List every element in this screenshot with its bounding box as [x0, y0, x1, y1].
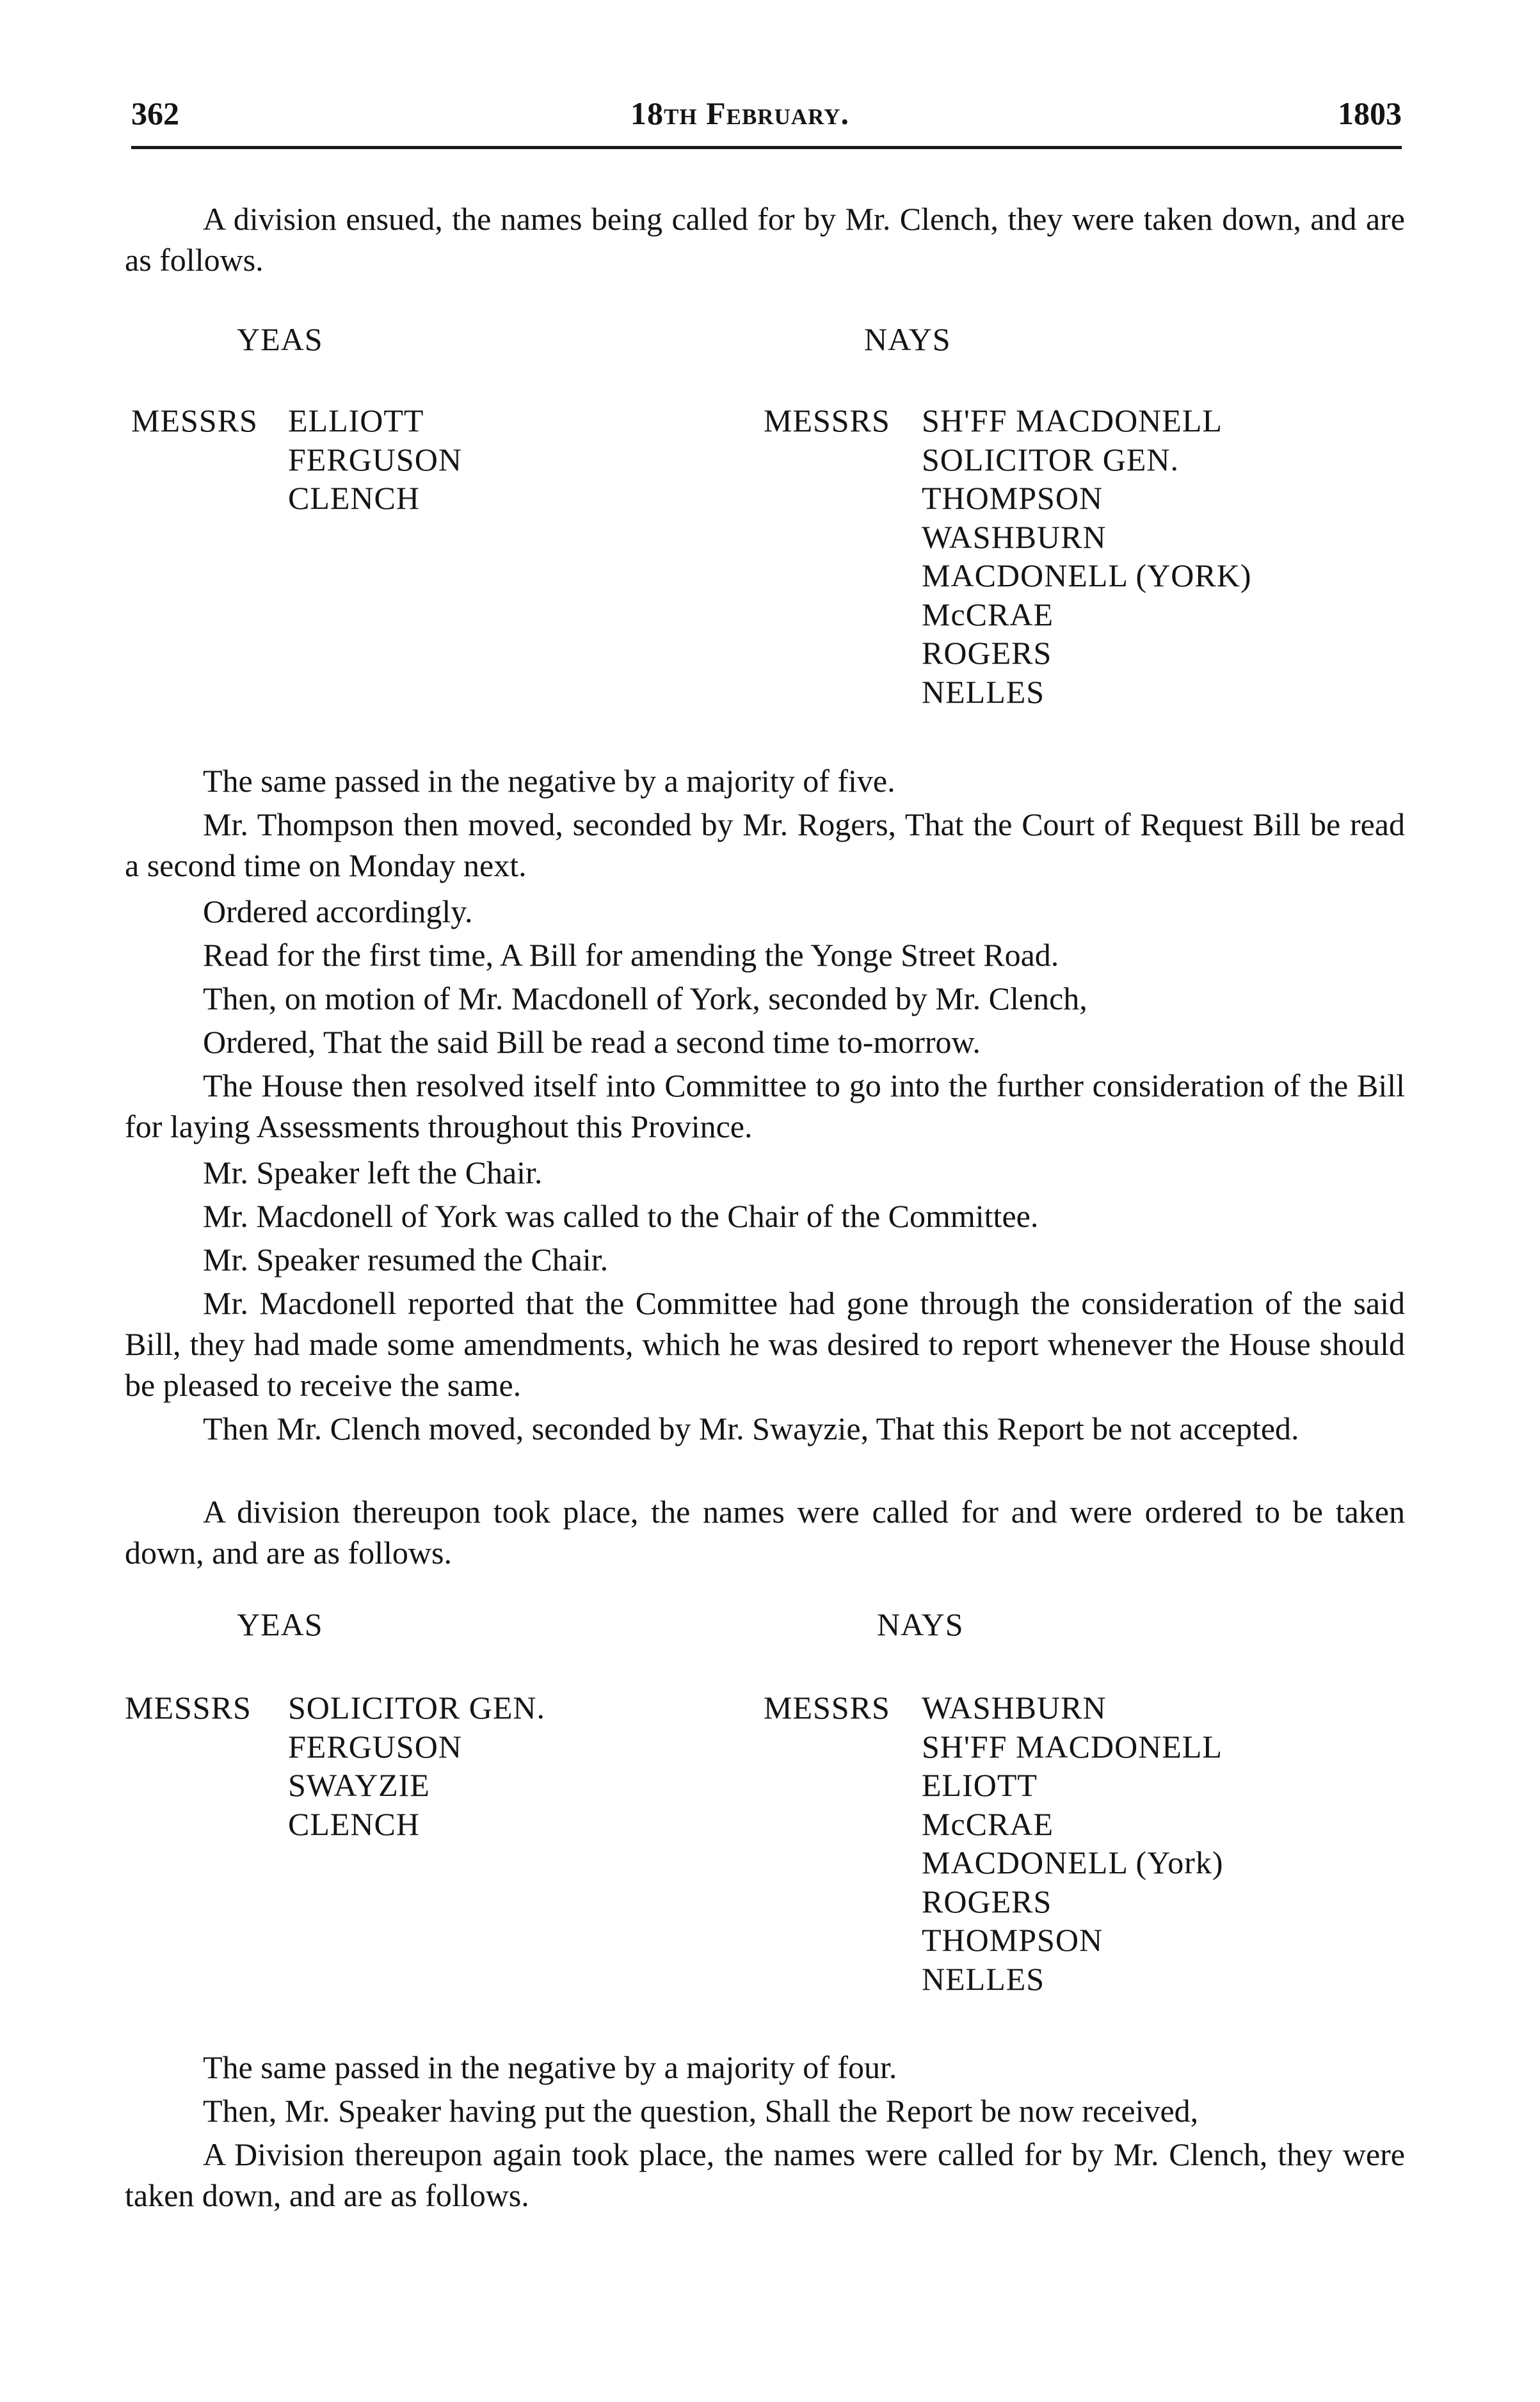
division1-yeas-messrs: MESSRS [131, 403, 258, 438]
member-name: NELLES [922, 1960, 1045, 1997]
paragraph: Mr. Speaker left the Chair. [203, 1155, 543, 1190]
member-name: FERGUSON [288, 441, 462, 477]
intro-paragraph: A division ensued, the names being called for by Mr. Clench, they were taken down, and are as follows. [125, 201, 1405, 278]
member-name: SH'FF MACDONELL [922, 1728, 1223, 1765]
paragraph: Then, on motion of Mr. Macdonell of York, seconded by Mr. Clench, [203, 981, 1087, 1016]
paragraph: A division thereupon took place, the names were called for and were ordered to be taken down, and are as follows. [125, 1494, 1405, 1571]
division2-nays-messrs: MESSRS [764, 1690, 890, 1725]
paragraph: The same passed in the negative by a majority of five. [203, 763, 895, 799]
member-name: CLENCH [288, 480, 420, 516]
member-name: ROGERS [922, 1883, 1052, 1919]
paragraph: Mr. Macdonell of York was called to the Chair of the Committee. [203, 1198, 1039, 1234]
paragraph: The House then resolved itself into Committee to go into the further consideration of the Bill for laying Assessments throughout this Province. [125, 1068, 1405, 1144]
member-name: CLENCH [288, 1806, 420, 1842]
division2-yeas-list [288, 1688, 545, 1843]
division1-nays-heading: NAYS [864, 321, 951, 357]
member-name: THOMPSON [922, 1922, 1103, 1958]
paragraph: Mr. Speaker resumed the Chair. [203, 1242, 609, 1277]
member-name: ROGERS [922, 635, 1052, 671]
division2-nays-list [922, 1688, 1224, 1998]
member-name: SOLICITOR GEN. [288, 1690, 545, 1725]
header-date: 18th February. [630, 95, 849, 131]
member-name: MACDONELL (YORK) [922, 557, 1252, 593]
member-name: SH'FF MACDONELL [922, 403, 1223, 438]
header-rule [131, 146, 1402, 149]
paragraph: Mr. Macdonell reported that the Committee had gone through the consideration of the said Bill, they had made some amendments, which he was desired to report whenever the House should be pleased to receive the same. [125, 1285, 1405, 1403]
paragraph: Mr. Thompson then moved, seconded by Mr. Rogers, That the Court of Request Bill be read a second time on Monday next. [125, 806, 1405, 883]
division2-yeas-heading: YEAS [237, 1606, 323, 1642]
paragraph: Ordered, That the said Bill be read a second time to-morrow. [203, 1024, 981, 1060]
member-name: WASHBURN [922, 1690, 1107, 1725]
running-header [131, 90, 1402, 134]
member-name: ELIOTT [922, 1767, 1038, 1803]
division1-nays-list [922, 401, 1252, 711]
paragraph: Then Mr. Clench moved, seconded by Mr. Swayzie, That this Report be not accepted. [203, 1411, 1299, 1446]
page-number: 362 [131, 95, 179, 131]
member-name: ELLIOTT [288, 403, 424, 438]
paragraph: Read for the first time, A Bill for amending the Yonge Street Road. [203, 937, 1059, 973]
member-name: MACDONELL (York) [922, 1845, 1224, 1880]
paragraph: The same passed in the negative by a majority of four. [203, 2049, 897, 2085]
paragraph: A Division thereupon again took place, the names were called for by Mr. Clench, they were taken down, and are as follows. [125, 2136, 1405, 2213]
division2-yeas-messrs: MESSRS [125, 1690, 252, 1725]
member-name: WASHBURN [922, 518, 1107, 555]
member-name: McCRAE [922, 1806, 1054, 1842]
member-name: NELLES [922, 673, 1045, 710]
header-year: 1803 [1338, 95, 1402, 131]
division1-nays-messrs: MESSRS [764, 403, 890, 438]
member-name: SOLICITOR GEN. [922, 441, 1179, 477]
member-name: FERGUSON [288, 1728, 462, 1765]
division1-yeas-list [288, 401, 462, 518]
paragraph: Ordered accordingly. [203, 893, 473, 929]
division2-nays-heading: NAYS [877, 1606, 964, 1642]
paragraph: Then, Mr. Speaker having put the question, Shall the Report be now received, [203, 2093, 1199, 2129]
division1-yeas-heading: YEAS [237, 321, 323, 357]
member-name: McCRAE [922, 596, 1054, 632]
member-name: THOMPSON [922, 480, 1103, 516]
member-name: SWAYZIE [288, 1767, 430, 1803]
